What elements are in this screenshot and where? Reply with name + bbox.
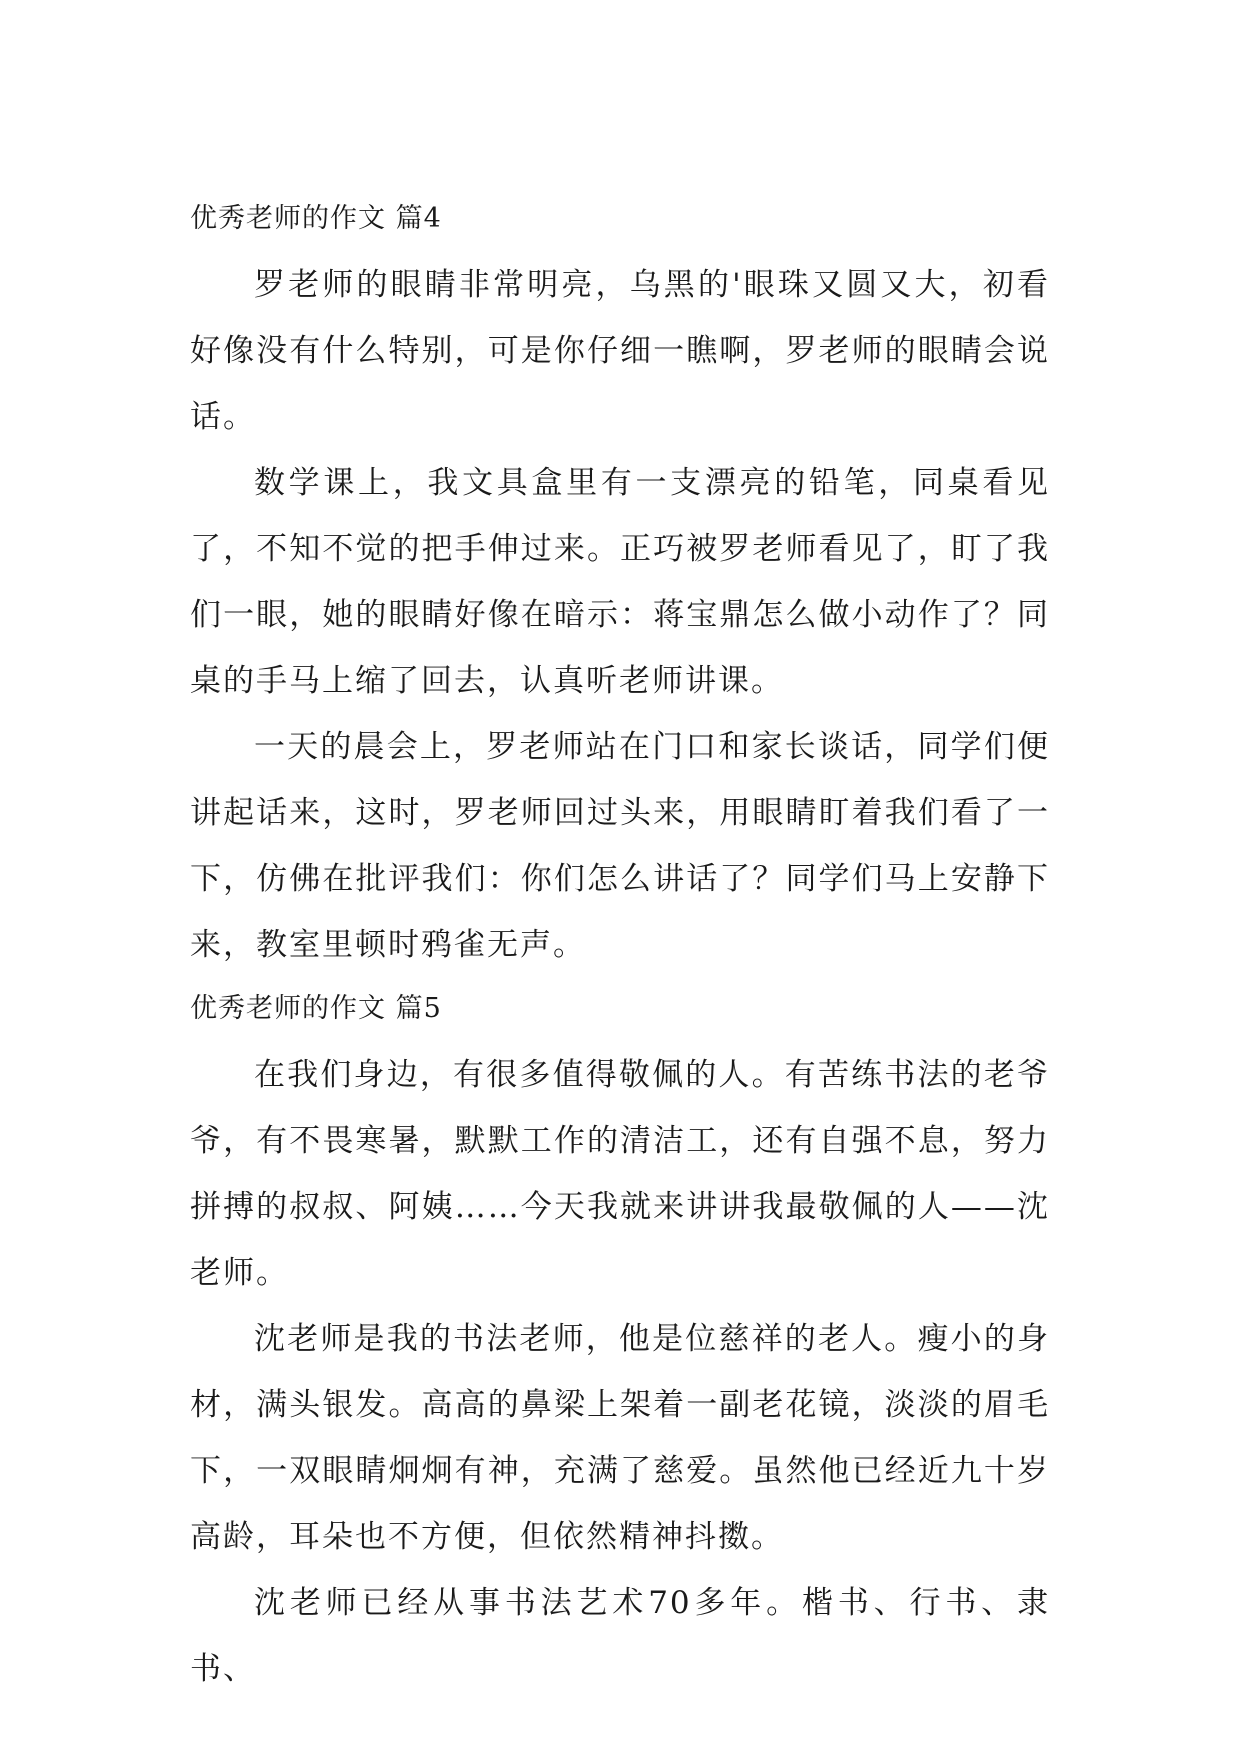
paragraph: 一天的晨会上，罗老师站在门口和家长谈话，同学们便讲起话来，这时，罗老师回过头来，用眼睛盯着我们看了一下，仿佛在批评我们：你们怎么讲话了？同学们马上安静下来，教室里顿时鸦雀无声。: [190, 729, 1050, 963]
paragraph: 在我们身边，有很多值得敬佩的人。有苦练书法的老爷爷，有不畏寒暑，默默工作的清洁工，还有自强不息，努力拼搏的叔叔、阿姨……今天我就来讲讲我最敬佩的人——沈老师。: [190, 1057, 1050, 1291]
paragraph: 沈老师是我的书法老师，他是位慈祥的老人。瘦小的身材，满头银发。高高的鼻梁上架着一副老花镜，淡淡的眉毛下，一双眼睛炯炯有神，充满了慈爱。虽然他已经近九十岁高龄，耳朵也不方便，但依然精神抖擞。: [190, 1321, 1050, 1555]
essay-section-4: [190, 186, 1050, 978]
paragraph: 沈老师已经从事书法艺术70多年。楷书、行书、隶书、: [190, 1585, 1050, 1687]
section-heading: 优秀老师的作文 篇5: [190, 993, 442, 1024]
paragraph: 罗老师的眼睛非常明亮，乌黑的'眼珠又圆又大，初看好像没有什么特别，可是你仔细一瞧啊，罗老师的眼睛会说话。: [190, 267, 1050, 435]
paragraph: 数学课上，我文具盒里有一支漂亮的铅笔，同桌看见了，不知不觉的把手伸过来。正巧被罗老师看见了，盯了我们一眼，她的眼睛好像在暗示：蒋宝鼎怎么做小动作了？同桌的手马上缩了回去，认真听老师讲课。: [190, 465, 1050, 699]
essay-section-5: [190, 976, 1050, 1702]
section-heading: 优秀老师的作文 篇4: [190, 203, 442, 234]
